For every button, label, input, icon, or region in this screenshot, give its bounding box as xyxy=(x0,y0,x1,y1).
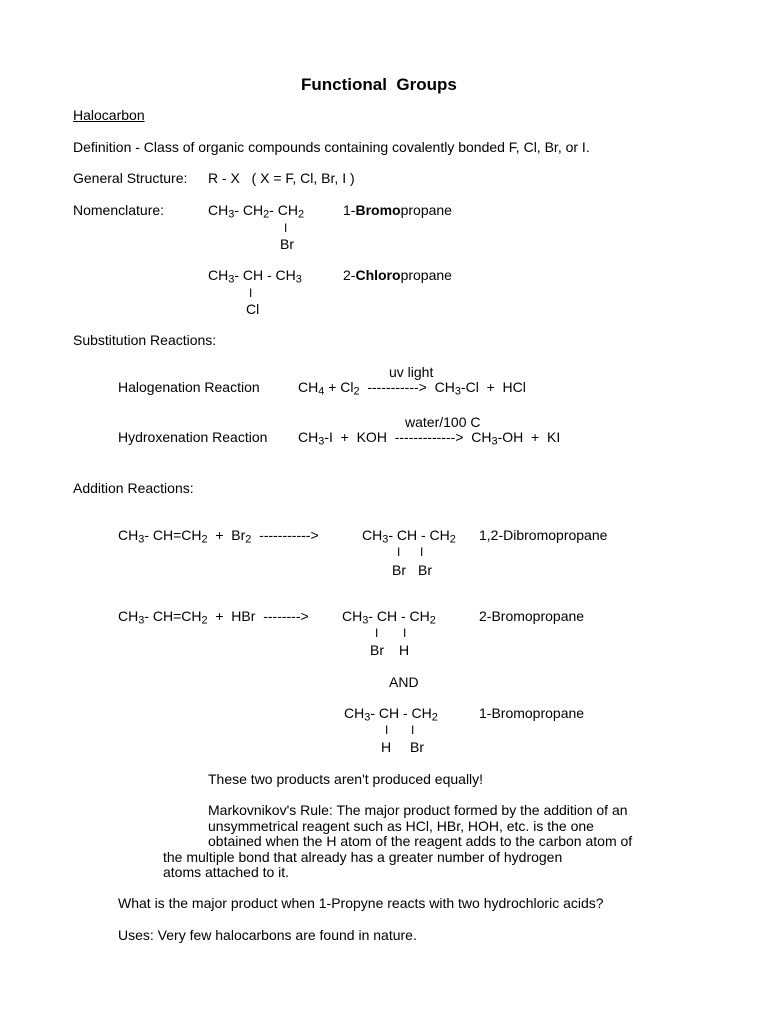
reaction-equation: $CH_3-$ $CH=CH_2 + Br_2$ -----------> xyxy=(118,527,319,546)
section-heading-halocarbon: Halocarbon xyxy=(73,107,145,123)
product-name: 2-Bromopropane xyxy=(479,608,585,624)
product-formula: $CH_3-$ CH - $CH_2$ xyxy=(342,608,436,627)
nomenclature-formula-1: $CH_3-$ $CH_2-$ $CH_2$ xyxy=(208,202,305,221)
rule-line-1: Markovnikov's Rule: The major product formed by the addition of an xyxy=(208,802,628,818)
question-text: What is the major product when 1-Propyne reacts with two hydrochloric acids? xyxy=(118,895,604,911)
bond-line: I xyxy=(249,286,253,300)
substitution-heading: Substitution Reactions: xyxy=(73,332,217,348)
bond-line: I xyxy=(284,221,288,235)
reaction-condition: water/100 C xyxy=(405,414,481,430)
product-name: 1-Bromopropane xyxy=(479,705,585,721)
product-name: 1,2-Dibromopropane xyxy=(479,527,608,543)
uses-text: Uses: Very few halocarbons are found in nature. xyxy=(118,927,417,943)
substituent-atom: H xyxy=(381,739,392,755)
bond-line: I xyxy=(385,723,389,737)
compound-name-2: 2-Chloropropane xyxy=(343,267,452,283)
rule-line-5: atoms attached to it. xyxy=(163,864,290,880)
substituent-atom: Br xyxy=(392,562,406,578)
substituent-atom: Br xyxy=(280,236,294,252)
compound-name-1: 1-Bromopropane xyxy=(343,202,452,218)
substituent-atom: H xyxy=(399,642,410,658)
reaction-condition: uv light xyxy=(389,364,434,380)
general-structure-value: R - X ( X = F, Cl, Br, I ) xyxy=(208,170,355,186)
nomenclature-formula-2: $CH_3-$ CH - $CH_3$ xyxy=(208,267,302,286)
bond-line: I xyxy=(403,626,407,640)
rule-line-3: obtained when the H atom of the reagent adds to the carbon atom of xyxy=(208,833,633,849)
and-text: AND xyxy=(389,674,419,690)
substituent-atom: Br xyxy=(370,642,384,658)
product-formula: $CH_3-$ CH - $CH_2$ xyxy=(344,705,438,724)
addition-heading: Addition Reactions: xyxy=(73,480,194,496)
reaction-equation: $CH_4 + Cl_2$ -----------> $CH_3-Cl$ + HCl xyxy=(298,379,526,398)
bond-line: I xyxy=(411,723,415,737)
definition-text: Definition - Class of organic compounds containing covalently bonded F, Cl, Br, or I. xyxy=(73,139,590,155)
reaction-equation: $CH_3-I$ + KOH -------------> $CH_3-OH$ + KI xyxy=(298,429,561,448)
note-products-unequal: These two products aren't produced equally! xyxy=(208,771,484,787)
rule-line-4: the multiple bond that already has a greater number of hydrogen xyxy=(163,849,563,865)
substituent-atom: Br xyxy=(410,739,424,755)
general-structure-label: General Structure: xyxy=(73,170,188,186)
bond-line: I xyxy=(375,626,379,640)
reaction-label: Halogenation Reaction xyxy=(118,379,260,395)
bond-line: I xyxy=(397,545,401,559)
nomenclature-label: Nomenclature: xyxy=(73,202,165,218)
product-formula: $CH_3-$ CH - $CH_2$ xyxy=(362,527,456,546)
reaction-equation: $CH_3-$ $CH=CH_2$ + HBr --------> xyxy=(118,608,309,627)
substituent-atom: Br xyxy=(418,562,432,578)
bond-line: I xyxy=(420,545,424,559)
page-title: Functional Groups xyxy=(301,75,457,94)
rule-line-2: unsymmetrical reagent such as HCl, HBr, HOH, etc. is the one xyxy=(208,818,594,834)
substituent-atom: Cl xyxy=(246,301,260,317)
reaction-label: Hydroxenation Reaction xyxy=(118,429,268,445)
